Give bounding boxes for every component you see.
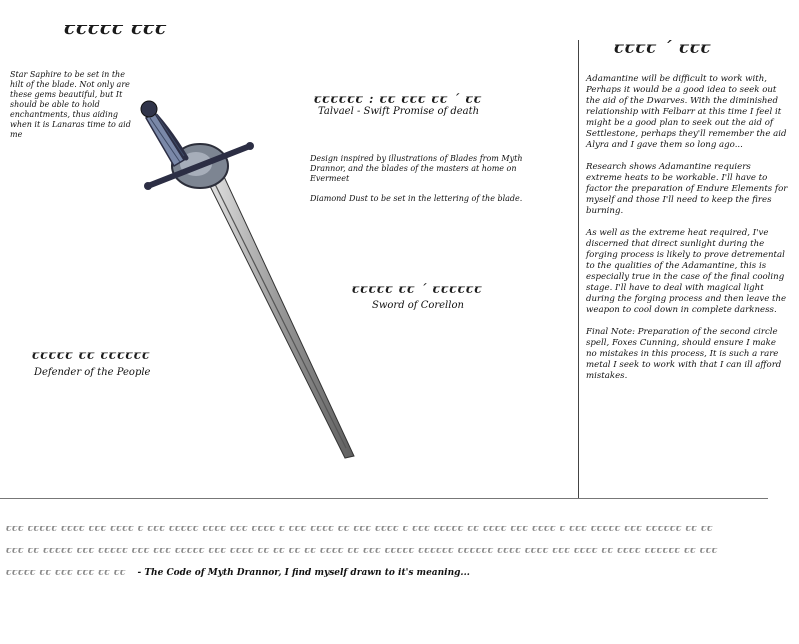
defender-elvish: ꞇꞇꞇꞇꞇ ꞇꞇ ꞇꞇꞇꞇꞇꞇ <box>32 348 151 362</box>
talvael-caption: Talvael - Swift Promise of death <box>318 106 480 117</box>
design-inspiration-note: Design inspired by illustrations of Blades from Myth Drannor, and the blades of the masters at home on Evermeet <box>310 154 523 183</box>
talvael-elvish: ꞇꞇꞇꞇꞇꞇ : ꞇꞇ ꞇꞇꞇ ꞇꞇ ˊ ꞇꞇ <box>314 92 483 106</box>
code-elvish-line-1: ꞇꞇꞇ ꞇꞇꞇꞇꞇ ꞇꞇꞇꞇ ꞇꞇꞇ ꞇꞇꞇꞇ ꞇ ꞇꞇꞇ ꞇꞇꞇꞇꞇ ꞇꞇꞇꞇ ꞇꞇꞇ ꞇꞇꞇꞇ ꞇ ꞇꞇꞇ ꞇꞇꞇꞇ ꞇꞇ ꞇꞇꞇ ꞇꞇꞇꞇ ꞇ ꞇꞇꞇ ꞇꞇꞇꞇꞇ ꞇꞇ ꞇꞇꞇꞇ ꞇꞇꞇ ꞇꞇꞇꞇ ꞇ ꞇꞇꞇ ꞇꞇꞇꞇꞇ ꞇꞇꞇ ꞇꞇꞇꞇꞇꞇ ꞇꞇ ꞇꞇ <box>6 524 713 534</box>
code-of-myth-drannor <box>6 518 786 584</box>
right-column-elvish-title: ꞇꞇꞇꞇ ˊ ꞇꞇꞇ <box>614 38 712 57</box>
research-paragraph: Research shows Adamantine requiers extreme heats to be workable. I'll have to factor the preparation of Endure Elements for myself and those I'll need to keep the fires burning. <box>586 162 788 216</box>
sword-pommel <box>141 101 157 117</box>
forging-notes <box>586 74 788 393</box>
diamond-dust-note: Diamond Dust to be set in the lettering of the blade. <box>310 194 523 203</box>
blade-fuller <box>210 174 346 448</box>
corellon-elvish: ꞇꞇꞇꞇꞇ ꞇꞇ ˊ ꞇꞇꞇꞇꞇꞇ <box>352 282 483 296</box>
final-note-paragraph: Final Note: Preparation of the second circle spell, Foxes Cunning, should ensure I make no mistakes in this process, It is such a rare metal I seek to work with that I can ill afford mistakes. <box>586 327 782 381</box>
horizontal-divider <box>0 498 768 499</box>
star-sapphire-note: Star Saphire to be set in the hilt of the blade. Not only are these gems beautiful, but It should be able to hold enchantments, thus aiding when it is Lanaras time to aid me <box>10 70 131 139</box>
sword-blade <box>202 168 354 458</box>
adamantine-paragraph: Adamantine will be difficult to work with, Perhaps it would be a good idea to seek out the aid of the Dwarves. With the diminished relationship with Felbarr at this time I feel it might be a good plan to seek out the aid of Settlestone, perhaps they'll remember the aid Alyra and I gave them so long ago... <box>586 74 787 150</box>
code-elvish-line-3 <box>6 562 786 584</box>
defender-caption: Defender of the People <box>34 367 151 378</box>
sunlight-paragraph: As well as the extreme heat required, I've discerned that direct sunlight during the forging process is likely to prove detremental to the qualities of the Adamantine, this is especially true in the case of the final cooling stage. I'll have to deal with magical light during the forging process and then leave the weapon to cool down in complete darkness. <box>586 228 787 315</box>
code-caption: - The Code of Myth Drannor, I find myself drawn to it's meaning... <box>137 568 470 578</box>
vertical-divider <box>578 40 579 498</box>
code-elvish-line-3-text: ꞇꞇꞇꞇꞇ ꞇꞇ ꞇꞇꞇ ꞇꞇꞇ ꞇꞇ ꞇꞇ <box>6 568 126 578</box>
top-left-elvish-title: ꞇꞇꞇꞇꞇ ꞇꞇꞇ <box>64 18 167 39</box>
code-elvish-line-2: ꞇꞇꞇ ꞇꞇ ꞇꞇꞇꞇꞇ ꞇꞇꞇ ꞇꞇꞇꞇꞇ ꞇꞇꞇ ꞇꞇꞇ ꞇꞇꞇꞇꞇ ꞇꞇꞇ ꞇꞇꞇꞇ ꞇꞇ ꞇꞇ ꞇꞇ ꞇꞇ ꞇꞇꞇꞇ ꞇꞇ ꞇꞇꞇ ꞇꞇꞇꞇꞇ ꞇꞇꞇꞇꞇꞇ ꞇꞇꞇꞇꞇꞇ ꞇꞇꞇꞇ ꞇꞇꞇꞇ ꞇꞇꞇ ꞇꞇꞇꞇ ꞇꞇ ꞇꞇꞇꞇ ꞇꞇꞇꞇꞇꞇ ꞇꞇ ꞇꞇꞇ <box>6 546 718 556</box>
corellon-caption: Sword of Corellon <box>372 300 464 311</box>
sword-illustration <box>140 96 360 466</box>
